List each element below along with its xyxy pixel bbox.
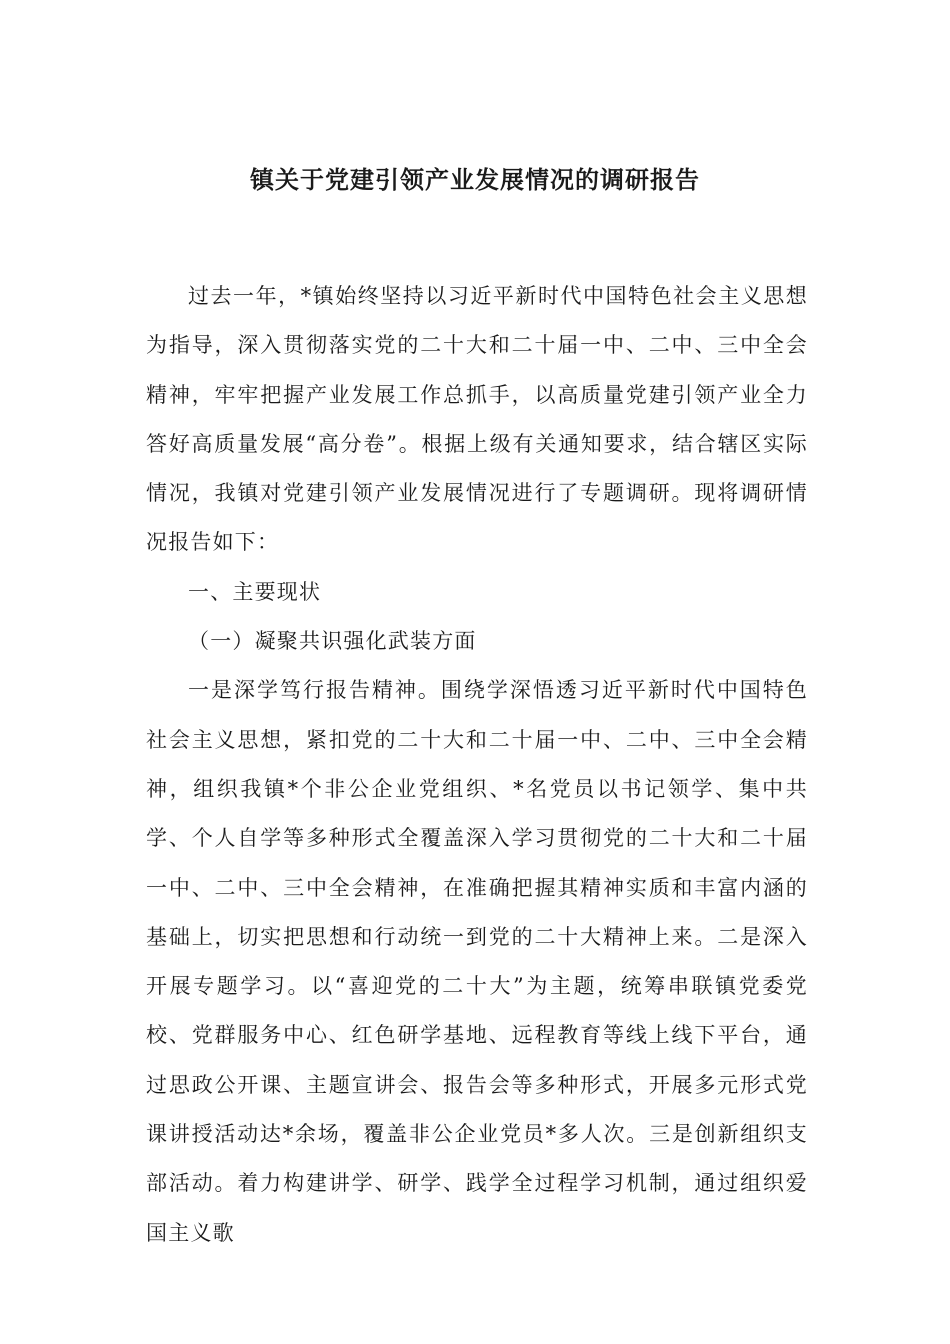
subsection-heading: （一）凝聚共识强化武装方面 — [188, 629, 477, 654]
section-heading: 一、主要现状 — [188, 579, 322, 604]
body-paragraph: 一是深学笃行报告精神。围绕学深悟透习近平新时代中国特色社会主义思想，紧扣党的二十大和二十届一中、二中、三中全会精神，组织我镇*个非公企业党组织、*名党员以书记领学、集中共学、个人自学等多种形式全覆盖深入学习贯彻党的二十大和二十届一中、二中、三中全会精神，在准确把握其精神实质和丰富内涵的基础上，切实把思想和行动统一到党的二十大精神上来。二是深入开展专题学习。以“喜迎党的二十大”为主题，统筹串联镇党委党校、党群服务中心、红色研学基地、远程教育等线上线下平台，通过思政公开课、主题宣讲会、报告会等多种形式，开展多元形式党课讲授活动达*余场，覆盖非公企业党员*多人次。三是创新组织支部活动。着力构建讲学、研学、践学全过程学习机制，通过组织爱国主义歌 — [146, 678, 808, 1245]
document-body — [146, 272, 808, 1258]
document-title: 镇关于党建引领产业发展情况的调研报告 — [250, 165, 700, 194]
intro-paragraph: 过去一年，*镇始终坚持以习近平新时代中国特色社会主义思想为指导，深入贯彻落实党的二十大和二十届一中、二中、三中全会精神，牢牢把握产业发展工作总抓手，以高质量党建引领产业全力答好高质量发展“高分卷”。根据上级有关通知要求，结合辖区实际情况，我镇对党建引领产业发展情况进行了专题调研。现将调研情况报告如下： — [146, 284, 808, 555]
